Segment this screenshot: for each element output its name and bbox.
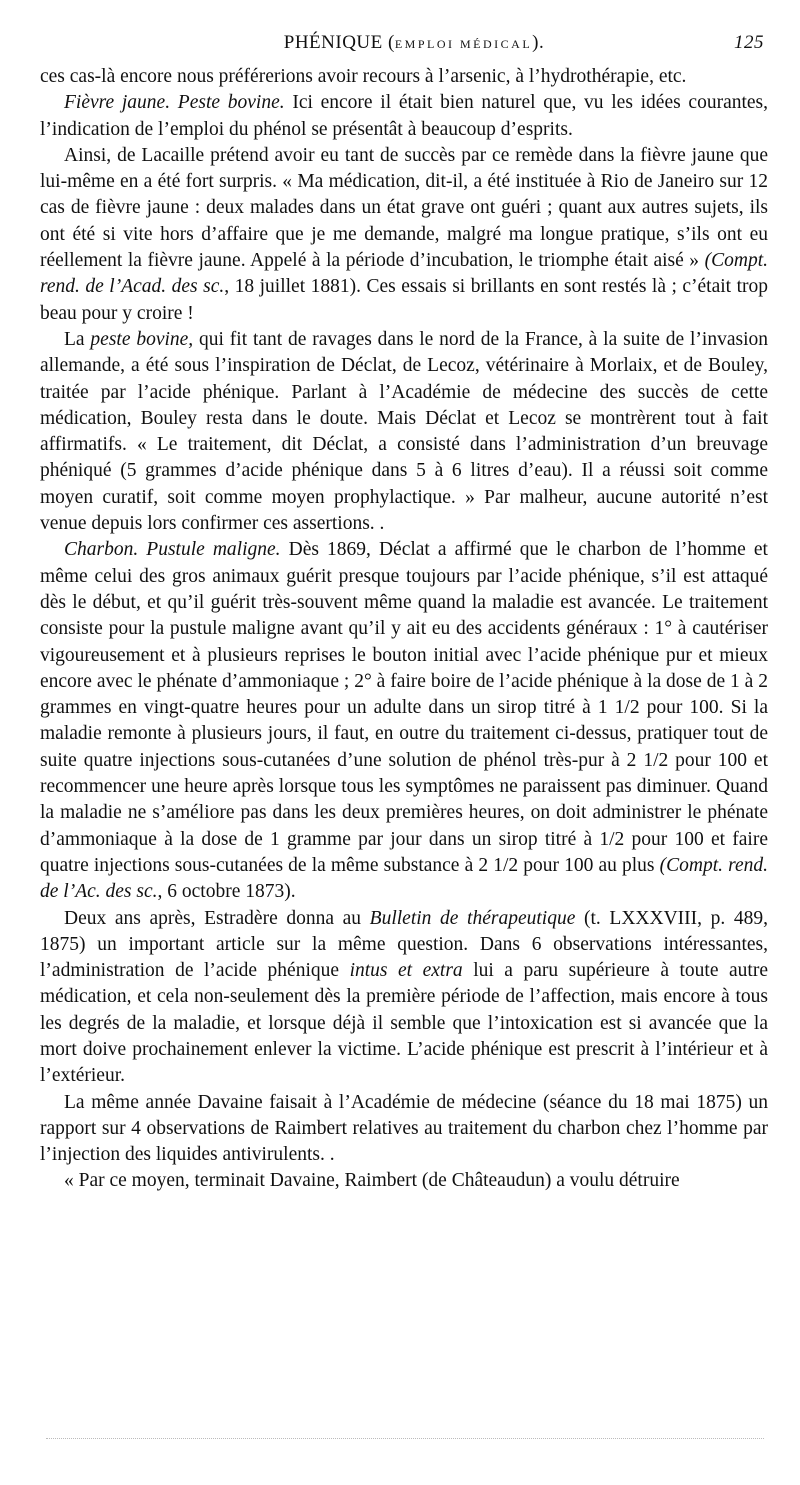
paragraph-text: lui a paru supérieure à toute autre médication, et cela non-seulement dès la première période de l’affection, mais encore à tous les degrés de la maladie, et lorsque déjà il semble que l’intoxication est si avancée que la mort doive prochainement enlever la victime. L’acide phénique est prescrit à l’intérieur et à l’extérieur. (40, 960, 768, 1087)
paragraph-text: La (64, 328, 91, 350)
paragraph-estradere (40, 906, 768, 1090)
faint-footer-rule (46, 1438, 764, 1439)
paragraph-text: Deux ans après, Estradère donna au (64, 907, 370, 929)
paragraph-text: qui fit tant de ravages dans le nord de la France, à la suite de l’invasion allemande, a été sous l’inspiration de Déclat, de Lecoz, vétérinaire à Morlaix, et de Bouley, traitée par l’acide phénique. Parlant à l’Académie de médecine des succès de cette médication, Bouley resta dans le doute. Mais Déclat et Lecoz se montrèrent tout à fait affirmatifs. « Le traitement, dit Déclat, a consisté dans l’administration d’un breuvage phéniqué (5 grammes d’acide phénique dans 5 à 6 litres d’eau). Il a réussi soit comme moyen curatif, soit comme moyen prophylactique. » Par malheur, aucune autorité n’est venue depuis lors confirmer ces assertions. . (40, 328, 769, 535)
section-heading-charbon: Charbon. Pustule maligne. (64, 539, 281, 561)
paragraph-davaine: La même année Davaine faisait à l’Académie de médecine (séance du 18 mai 1875) un rapport sur 4 observations de Raimbert relatives au traitement du charbon chez l’homme par l’injection des liquides antivirulents. . (40, 1091, 768, 1166)
running-title-small-caps: EMPLOI MÉDICAL (394, 37, 533, 51)
section-heading-fievre-peste: Fièvre jaune. Peste bovine. (64, 92, 285, 114)
citation-compt-rend: (Compt. rend. de l’Ac. des sc. (40, 854, 768, 903)
running-title (64, 32, 764, 54)
paragraph-text: Ainsi, de Lacaille prétend avoir eu tant de succès par ce remède dans la fièvre jaune que lui-même en a été fort surpris. « Ma médication, dit-il, a été instituée à Rio de Janeiro sur 12 cas de fièvre jaune : deux malades dans un état grave ont guéri ; quant aux autres sujets, ils ont été si vite hors d’affaire que je me demande, malgré ma longue pratique, s’ils ont eu réellement la fièvre jaune. Appelé à la période d’incubation, le triomphe était aisé » (40, 144, 768, 272)
citation-compt-rend: (Compt. rend. de l’Acad. des sc. (40, 250, 768, 298)
paragraph-text: , 18 juillet 1881). Ces essais si brillants en sont restés là ; c’était trop beau pour y croire ! (40, 276, 768, 324)
paragraph-charbon (40, 537, 768, 905)
paragraph-peste-bovine (40, 327, 768, 537)
term-peste-bovine: peste bovine, (90, 328, 194, 350)
paragraph-text: Ici encore il était bien naturel que, vu les idées courantes, l’indication de l’emploi du phénol se présentât à beaucoup d’esprits. (40, 92, 769, 140)
paragraph-raimbert: « Par ce moyen, terminait Davaine, Raimbert (de Châteaudun) a voulu détruire (64, 1170, 680, 1192)
paragraph-text: , 6 octobre 1873). (157, 881, 296, 903)
paragraph-arsenic: ces cas-là encore nous préférerions avoir recours à l’arsenic, à l’hydrothérapie, etc. (40, 66, 687, 87)
term-intus-extra: intus et extra (349, 960, 463, 982)
paragraph-fievre-jaune-intro (40, 90, 768, 143)
citation-bulletin: Bulletin de thérapeutique (369, 907, 576, 929)
body-text (40, 64, 768, 1195)
paragraph-lacaille (40, 143, 768, 327)
page-number: 125 (734, 32, 764, 53)
running-title-main: PHÉNIQUE ( (283, 32, 395, 53)
paragraph-text: (t. LXXXVIII, p. 489, 1875) un important article sur la même question. Dans 6 observations intéressantes, l’administration de l’acide phénique (40, 907, 768, 982)
running-title-end: ). (532, 32, 545, 53)
paragraph-text: Dès 1869, Déclat a affirmé que le charbon de l’homme et même celui des gros animaux guérit presque toujours par l’acide phénique, s’il est attaqué dès le début, et qu’il guérit très-souvent même quand la maladie est avancée. Le traitement consiste pour la pustule maligne avant qu’il y ait eu des accidents généraux : 1° à cautériser vigoureusement et à plusieurs reprises le bouton initial avec l’acide phénique pur et mieux encore avec le phénate d’ammoniaque ; 2° à faire boire de l’acide phénique à la dose de 1 à 2 grammes en vingt-quatre heures pour un adulte dans un sirop titré à 1 1/2 pour 100. Si la maladie remonte à plusieurs jours, il faut, en outre du traitement ci-dessus, pratiquer tout de suite quatre injections sous-cutanées d’une solution de phénol très-pur à 2 1/2 pour 100 et recommencer une heure après lorsque tous les symptômes ne paraissent pas diminuer. Quand la maladie ne s’améliore pas dans les deux premières heures, on doit administrer le phénate d’ammoniaque à la dose de 1 gramme par jour dans un sirop titré à 1/2 pour 100 et faire quatre injections sous-cutanées de la même substance à 2 1/2 pour 100 au plus (40, 539, 768, 876)
running-header (64, 32, 764, 56)
